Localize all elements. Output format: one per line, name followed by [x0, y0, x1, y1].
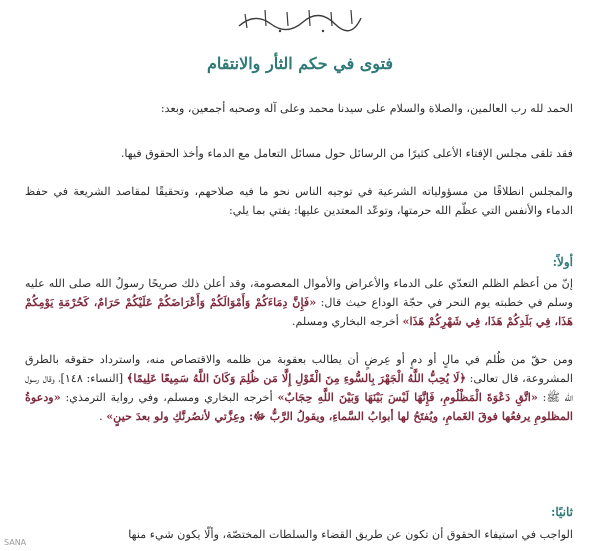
- page-title: فتوى في حكم الثأر والانتقام: [206, 54, 394, 73]
- section-2-heading: ثانيًا:: [550, 505, 573, 519]
- paragraph-1: فقد تلقى مجلس الإفتاء الأعلى كثيرًا من الرسائل حول مسائل التعامل مع الدماء وأخذ الحقوق فيها.: [120, 147, 573, 160]
- basmala-ornament-icon: [235, 4, 365, 34]
- quran-verse: ﴿لَا يُحِبُّ اللَّهُ الْجَهْرَ بِالسُّوءِ مِنَ الْقَوْلِ إِلَّا مَن ظُلِمَ وَكَانَ اللَّهُ سَمِيعًا عَلِيمًا﴾: [126, 371, 467, 385]
- intro-paragraph: الحمد لله رب العالمين، والصلاة والسلام على سيدنا محمد وعلى آله وصحبه أجمعين، وبعد:: [160, 102, 573, 115]
- text-segment: .: [99, 410, 103, 423]
- basmala-calligraphy: [0, 4, 600, 39]
- text-segment: أخرجه البخاري ومسلم، وفي رواية الترمذي:: [60, 391, 273, 404]
- section-2-paragraph-1: الواجب في استيفاء الحقوق أن تكون عن طريق القضاء والسلطات المختصّة، وألّا يكون شيء منها: [128, 528, 573, 541]
- hadith-quote: «ودعوةُ المظلومِ يرفعُها فوقَ الغَمامِ، ويُفتَحُ لها أبوابُ السَّماءِ، ويقولُ الرَّبُّ ﷻ: وعِزَّتي لأنصُرنَّكِ ولو بعدَ حينٍ»: [25, 390, 573, 423]
- hadith-quote: «اتَّقِ دَعْوَةَ الْمَظْلُومِ، فَإِنَّهَا لَيْسَ بَيْنَهَا وَبَيْنَ اللَّهِ حِجَابٌ»: [277, 390, 538, 404]
- paragraph-2: والمجلس انطلاقًا من مسؤولياته الشرعية في توجيه الناس نحو ما فيه صلاحهم، وتحقيقًا لمقاصد الشريعة في حفظ الدماء والأنفس التي عظّم الله حرمتها، وتوعّد المعتدين عليها: يفتي بما يلي:: [25, 185, 573, 217]
- section-1-paragraph-1: [25, 274, 573, 331]
- hadith-quote: «فَإِنَّ دِمَاءَكُمْ وَأَمْوَالَكُمْ وَأَعْرَاضَكُمْ عَلَيْكُمْ حَرَامٌ، كَحُرْمَةِ يَوْمِكُمْ هَذَا، فِي بَلَدِكُمْ هَذَا، فِي شَهْرِكُمْ هَذَا»: [25, 295, 573, 328]
- watermark: SANA: [4, 538, 27, 547]
- text-segment: [النساء: ١٤٨]، وقال رسول الله ﷺ:: [25, 372, 574, 404]
- text-segment: إنّ من أعظم الظلم التعدّي على الدماء والأعراض والأموال المعصومة، وقد أعلن ذلك صريحًا رسولُ الله صلى الله عليه وسلم في خطبته يوم النحر في حجّة الوداع حيث قال:: [25, 277, 573, 309]
- section-1-paragraph-2: [25, 350, 573, 426]
- text-segment: ومن حقّ من ظُلم في مالٍ أو دمٍ أو عِرضٍ أن يطالب بعقوبة من ظلمه والاقتصاص منه، واسترداد حقوقه بالطرق المشروعة، قال تعالى:: [25, 353, 574, 385]
- section-1-heading: أولاً:: [552, 255, 573, 269]
- text-segment: أخرجه البخاري ومسلم.: [291, 315, 399, 328]
